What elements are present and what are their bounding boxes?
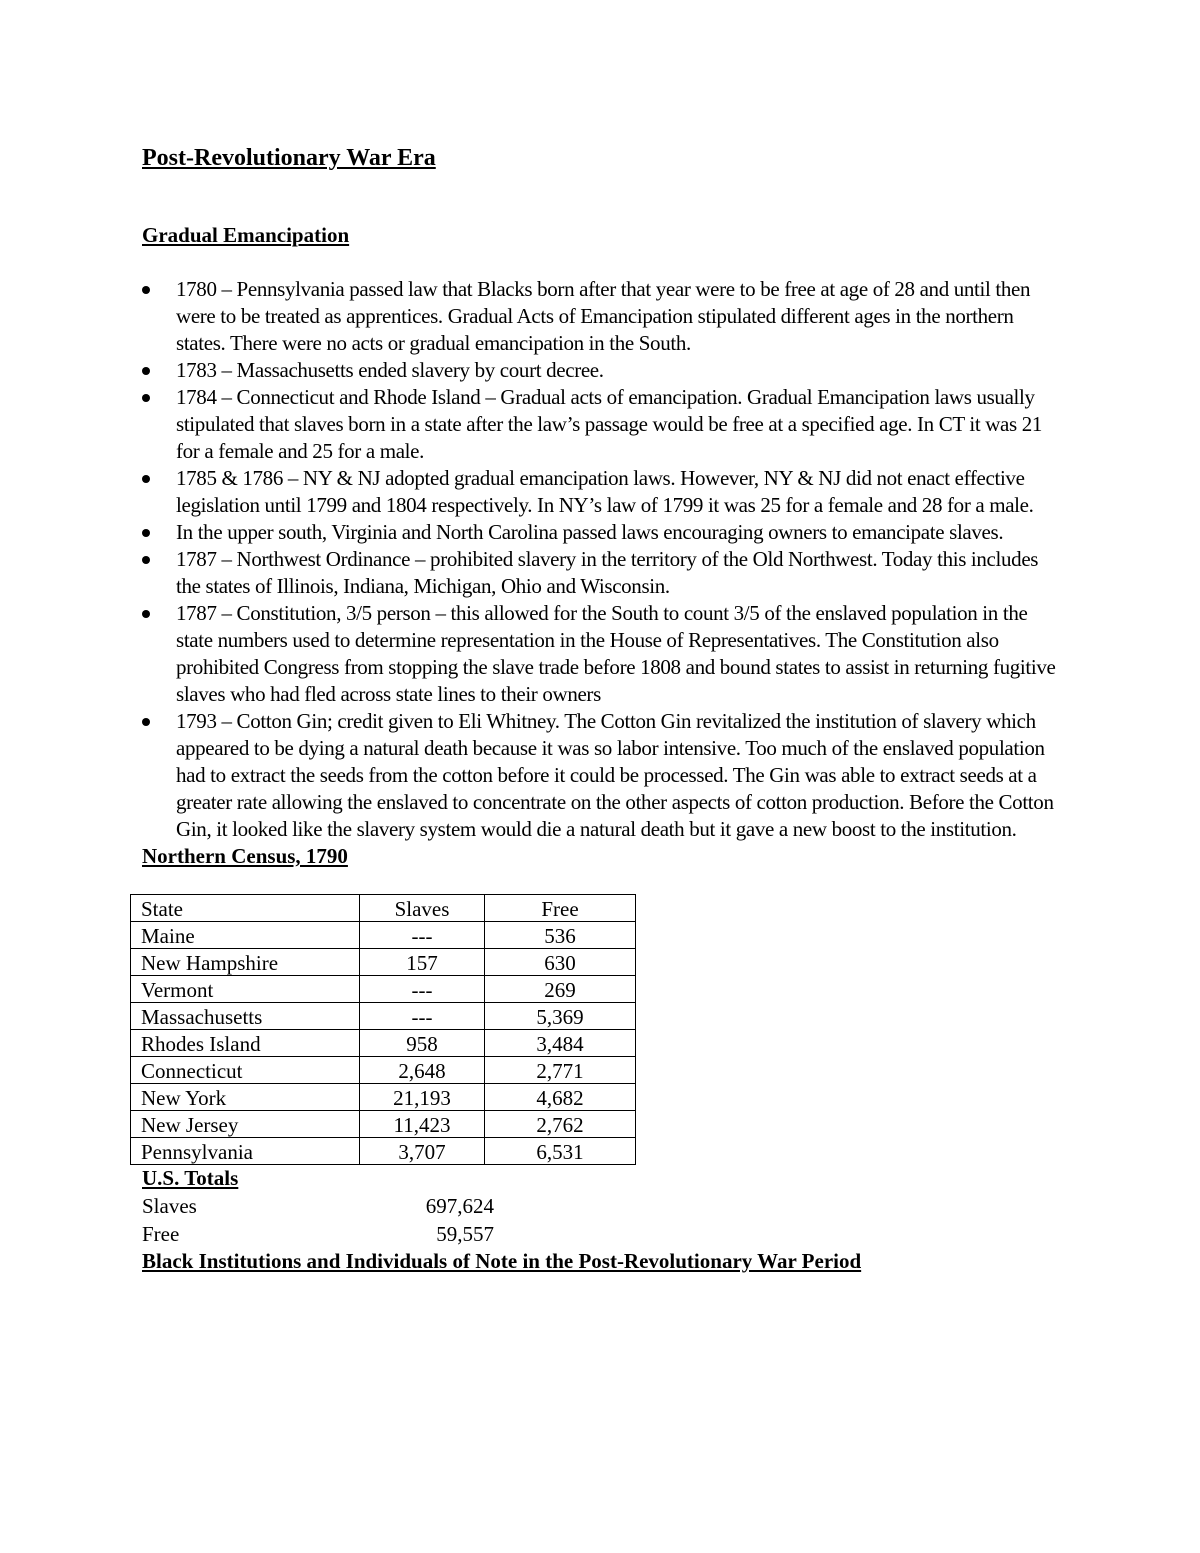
table-row bbox=[131, 976, 636, 1003]
document-page bbox=[142, 140, 1062, 1275]
bullet-icon bbox=[142, 556, 150, 564]
state-cell: Vermont bbox=[131, 976, 360, 1003]
section-heading-gradual-emancipation: Gradual Emancipation bbox=[142, 223, 350, 247]
free-cell: 630 bbox=[485, 949, 636, 976]
totals-row bbox=[142, 1192, 1062, 1220]
slaves-cell: 2,648 bbox=[360, 1057, 485, 1084]
bullet-icon bbox=[142, 367, 150, 375]
totals-label: Free bbox=[142, 1222, 180, 1246]
bullet-text: 1783 – Massachusetts ended slavery by court decree. bbox=[176, 358, 604, 382]
free-cell: 269 bbox=[485, 976, 636, 1003]
bullet-item bbox=[142, 519, 1062, 546]
table-row bbox=[131, 1057, 636, 1084]
state-cell: Pennsylvania bbox=[131, 1138, 360, 1165]
section-heading-black-institutions: Black Institutions and Individuals of Note in the Post-Revolutionary War Period bbox=[142, 1249, 862, 1273]
bullet-item bbox=[142, 357, 1062, 384]
section-heading-northern-census: Northern Census, 1790 bbox=[142, 844, 348, 868]
bullet-item bbox=[142, 708, 1062, 843]
slaves-cell: 3,707 bbox=[360, 1138, 485, 1165]
totals-row bbox=[142, 1220, 1062, 1248]
table-row bbox=[131, 949, 636, 976]
bullet-text: 1784 – Connecticut and Rhode Island – Gradual acts of emancipation. Gradual Emancipation laws usually stipulated that slaves born in a state after the law’s passage would be free at a specified age. In CT it was 21 for a female and 25 for a male. bbox=[176, 385, 1043, 463]
table-row bbox=[131, 1138, 636, 1165]
bullet-text: 1787 – Constitution, 3/5 person – this allowed for the South to count 3/5 of the enslaved population in the state numbers used to determine representation in the House of Representatives. The Constitution also prohibited Congress from stopping the slave trade before 1808 and bound states to assist in returning fugitive slaves who had fled across state lines to their owners bbox=[176, 601, 1056, 706]
slaves-cell: 11,423 bbox=[360, 1111, 485, 1138]
free-cell: 2,762 bbox=[485, 1111, 636, 1138]
free-cell: 2,771 bbox=[485, 1057, 636, 1084]
bullet-icon bbox=[142, 394, 150, 402]
free-cell: 4,682 bbox=[485, 1084, 636, 1111]
table-row bbox=[131, 922, 636, 949]
slaves-cell: --- bbox=[360, 1003, 485, 1030]
table-row bbox=[131, 1084, 636, 1111]
bullet-item bbox=[142, 600, 1062, 708]
emancipation-bullet-list bbox=[142, 276, 1062, 843]
state-cell: New Hampshire bbox=[131, 949, 360, 976]
state-cell: New York bbox=[131, 1084, 360, 1111]
state-cell: New Jersey bbox=[131, 1111, 360, 1138]
page-title: Post-Revolutionary War Era bbox=[142, 145, 436, 171]
bullet-item bbox=[142, 276, 1062, 357]
slaves-cell: 21,193 bbox=[360, 1084, 485, 1111]
bullet-text: 1787 – Northwest Ordinance – prohibited slavery in the territory of the Old Northwest. Today this includes the states of Illinois, Indiana, Michigan, Ohio and Wisconsin. bbox=[176, 547, 1039, 598]
column-header: State bbox=[131, 895, 360, 922]
census-table bbox=[130, 894, 636, 1165]
table-row bbox=[131, 1111, 636, 1138]
bullet-icon bbox=[142, 718, 150, 726]
state-cell: Massachusetts bbox=[131, 1003, 360, 1030]
state-cell: Rhodes Island bbox=[131, 1030, 360, 1057]
bullet-item bbox=[142, 384, 1062, 465]
free-cell: 3,484 bbox=[485, 1030, 636, 1057]
slaves-cell: 958 bbox=[360, 1030, 485, 1057]
slaves-cell: --- bbox=[360, 976, 485, 1003]
bullet-icon bbox=[142, 475, 150, 483]
slaves-cell: 157 bbox=[360, 949, 485, 976]
bullet-text: 1785 & 1786 – NY & NJ adopted gradual emancipation laws. However, NY & NJ did not enact effective legislation until 1799 and 1804 respectively. In NY’s law of 1799 it was 25 for a female and 28 for a male. bbox=[176, 466, 1034, 517]
bullet-icon bbox=[142, 610, 150, 618]
section-heading-us-totals: U.S. Totals bbox=[142, 1166, 239, 1190]
bullet-icon bbox=[142, 286, 150, 294]
table-row bbox=[131, 1030, 636, 1057]
free-cell: 536 bbox=[485, 922, 636, 949]
bullet-item bbox=[142, 546, 1062, 600]
totals-value: 697,624 bbox=[425, 1194, 494, 1218]
bullet-icon bbox=[142, 529, 150, 537]
bullet-text: In the upper south, Virginia and North Carolina passed laws encouraging owners to emancipate slaves. bbox=[176, 520, 1004, 544]
slaves-cell: --- bbox=[360, 922, 485, 949]
free-cell: 6,531 bbox=[485, 1138, 636, 1165]
bullet-text: 1780 – Pennsylvania passed law that Blacks born after that year were to be free at age of 28 and until then were to be treated as apprentices. Gradual Acts of Emancipation stipulated different ages in the northern states. There were no acts or gradual emancipation in the South. bbox=[176, 277, 1031, 355]
table-row bbox=[131, 1003, 636, 1030]
bullet-text: 1793 – Cotton Gin; credit given to Eli Whitney. The Cotton Gin revitalized the institution of slavery which appeared to be dying a natural death because it was so labor intensive. Too much of the enslaved population had to extract the seeds from the cotton before it could be processed. The Gin was able to extract seeds at a greater rate allowing the enslaved to concentrate on the other aspects of cotton production. Before the Cotton Gin, it looked like the slavery system would die a natural death but it gave a new boost to the institution. bbox=[176, 709, 1054, 841]
free-cell: 5,369 bbox=[485, 1003, 636, 1030]
table-header-row bbox=[131, 895, 636, 922]
column-header: Slaves bbox=[360, 895, 485, 922]
column-header: Free bbox=[485, 895, 636, 922]
us-totals-block bbox=[142, 1165, 1062, 1248]
totals-value: 59,557 bbox=[436, 1222, 494, 1246]
state-cell: Connecticut bbox=[131, 1057, 360, 1084]
state-cell: Maine bbox=[131, 922, 360, 949]
bullet-item bbox=[142, 465, 1062, 519]
totals-label: Slaves bbox=[142, 1194, 197, 1218]
